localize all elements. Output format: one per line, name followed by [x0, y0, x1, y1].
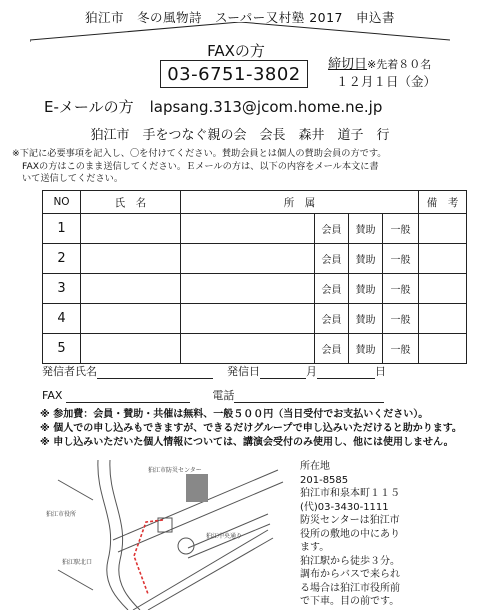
sender-name-field[interactable]: [97, 366, 213, 379]
name-cell[interactable]: [81, 244, 181, 274]
support-option[interactable]: 賛助: [349, 214, 383, 244]
general-option[interactable]: 一般: [383, 304, 419, 334]
deadline-heading: [328, 53, 431, 72]
general-option[interactable]: 一般: [383, 274, 419, 304]
venue-line: 狛江駅から徒歩３分。: [300, 555, 400, 567]
header-name: 氏 名: [81, 191, 181, 214]
form-title: 狛江市 冬の風物詩 スーパー又村塾 2017 申込書: [84, 10, 396, 25]
remarks-cell[interactable]: [419, 334, 467, 364]
month-label: 月: [306, 365, 317, 378]
name-cell[interactable]: [81, 334, 181, 364]
table-row: [43, 304, 467, 334]
location-map: [38, 460, 293, 610]
fax-label: FAXの方: [207, 42, 265, 60]
header-remarks: 備 考: [419, 191, 467, 214]
name-cell[interactable]: [81, 304, 181, 334]
venue-line: 所在地: [300, 461, 330, 472]
support-option[interactable]: 賛助: [349, 274, 383, 304]
member-option[interactable]: 会員: [315, 304, 349, 334]
support-option[interactable]: 賛助: [349, 244, 383, 274]
venue-line: 防災センターは狛江市: [300, 515, 400, 526]
deadline-date: １２月１日（金）: [336, 74, 437, 89]
email-label: E-メールの方: [44, 98, 134, 116]
map-label: 狛江中央通り: [206, 533, 243, 540]
fax-field[interactable]: [66, 390, 190, 403]
remarks-cell[interactable]: [419, 304, 467, 334]
phone-field[interactable]: [234, 390, 384, 403]
general-option[interactable]: 一般: [383, 244, 419, 274]
deadline-note: ※先着８０名: [367, 58, 432, 71]
venue-line: 狛江市和泉本町１１５: [300, 488, 400, 499]
disaster-center-building: [186, 474, 208, 502]
note-line: ※下記に必要事項を記入し、〇を付けてください。賛助会員とは個人の賛助会員の方です。: [12, 148, 387, 159]
row-number: 1: [43, 214, 81, 244]
row-number: 5: [43, 334, 81, 364]
venue-line: る場合は狛江市役所前: [300, 582, 400, 594]
notice-item: ※ 参加費：会員・賛助・共催は無料、一般５００円（当日受付でお支払いください）。: [40, 409, 429, 420]
venue-line: で下車。目の前です。: [300, 596, 400, 607]
sender-name-label: 発信者氏名: [42, 365, 97, 378]
map-label: 狛江市役所: [46, 511, 77, 518]
map-label: 狛江市防災センター: [148, 467, 202, 474]
organizer-line: 狛江市 手をつなぐ親の会 会長 森井 道子 行: [90, 128, 390, 143]
email-line: [44, 96, 382, 117]
phone-field-label: 電話: [212, 389, 235, 402]
affiliation-cell[interactable]: [181, 244, 315, 274]
affiliation-cell[interactable]: [181, 214, 315, 244]
general-option[interactable]: 一般: [383, 214, 419, 244]
table-row: [43, 334, 467, 364]
note-line: FAXの方はこのまま送信してください。Ｅメールの方は、以下の内容をメール本文に書: [22, 160, 379, 172]
remarks-cell[interactable]: [419, 214, 467, 244]
header-affiliation: 所 属: [181, 191, 419, 214]
instructions: [12, 148, 386, 186]
name-cell[interactable]: [81, 274, 181, 304]
day-label: 日: [375, 365, 386, 378]
row-number: 2: [43, 244, 81, 274]
venue-line: (代)03-3430-1111: [300, 501, 389, 513]
support-option[interactable]: 賛助: [349, 304, 383, 334]
venue-line: 201-8585: [300, 474, 349, 486]
member-option[interactable]: 会員: [315, 244, 349, 274]
affiliation-cell[interactable]: [181, 304, 315, 334]
deadline-label: 締切日: [328, 57, 368, 72]
remarks-cell[interactable]: [419, 274, 467, 304]
contact-row: [42, 387, 384, 403]
email-address[interactable]: lapsang.313@jcom.home.ne.jp: [149, 98, 383, 116]
affiliation-cell[interactable]: [181, 334, 315, 364]
send-day-field[interactable]: [317, 366, 375, 379]
fax-number: 03-6751-3802: [167, 64, 301, 85]
row-number: 3: [43, 274, 81, 304]
map-label: 狛江駅北口: [62, 559, 93, 566]
member-option[interactable]: 会員: [315, 214, 349, 244]
affiliation-cell[interactable]: [181, 274, 315, 304]
table-header-row: [43, 191, 467, 214]
member-option[interactable]: 会員: [315, 334, 349, 364]
fax-field-label: FAX: [42, 389, 63, 402]
notice-item: ※ 申し込みいただいた個人情報については、講演会受付のみ使用し、他には使用しません。: [40, 437, 454, 448]
row-number: 4: [43, 304, 81, 334]
support-option[interactable]: 賛助: [349, 334, 383, 364]
table-row: [43, 274, 467, 304]
venue-line: 調布からバスで来られ: [300, 569, 400, 580]
application-table: [42, 190, 467, 364]
table-row: [43, 214, 467, 244]
venue-info: [300, 460, 400, 609]
member-option[interactable]: 会員: [315, 274, 349, 304]
sender-row: [42, 363, 386, 379]
general-option[interactable]: 一般: [383, 334, 419, 364]
remarks-cell[interactable]: [419, 244, 467, 274]
venue-line: ます。: [300, 542, 330, 553]
note-line: いて送信してください。: [22, 173, 124, 184]
notice-item: ※ 個人での申し込みもできますが、できるだけグループで申し込みいただけると助かります。: [40, 423, 462, 434]
table-row: [43, 244, 467, 274]
send-month-field[interactable]: [260, 366, 306, 379]
name-cell[interactable]: [81, 214, 181, 244]
notice-list: [40, 408, 462, 450]
send-date-label: 発信日: [227, 365, 260, 378]
header-no: NO: [43, 191, 81, 214]
venue-line: 役所の敷地の中にあり: [300, 528, 400, 540]
